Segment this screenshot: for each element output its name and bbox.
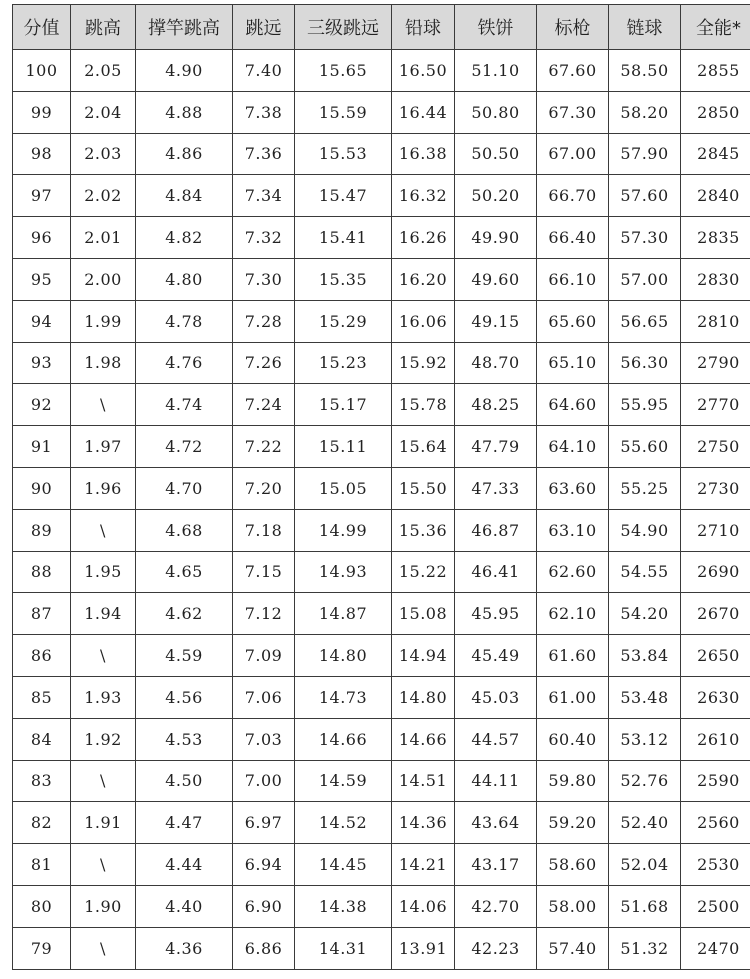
cell-pole-vault: 4.74 [136,384,233,426]
cell-triple-jump: 14.38 [295,885,392,927]
cell-all-around: 2500 [681,885,750,927]
cell-score: 98 [13,133,71,175]
cell-high-jump: 1.95 [71,551,136,593]
cell-discus: 43.17 [455,844,537,886]
cell-discus: 44.11 [455,760,537,802]
cell-triple-jump: 14.59 [295,760,392,802]
cell-hammer: 56.30 [609,342,681,384]
cell-shot-put: 16.50 [392,50,455,92]
cell-score: 93 [13,342,71,384]
cell-hammer: 58.50 [609,50,681,92]
cell-long-jump: 6.97 [233,802,295,844]
cell-javelin: 66.10 [537,258,609,300]
cell-all-around: 2630 [681,676,750,718]
cell-shot-put: 14.06 [392,885,455,927]
cell-hammer: 54.20 [609,593,681,635]
cell-high-jump: \ [71,844,136,886]
table-row [13,384,750,426]
cell-score: 85 [13,676,71,718]
cell-long-jump: 6.90 [233,885,295,927]
cell-hammer: 54.90 [609,509,681,551]
cell-discus: 42.70 [455,885,537,927]
cell-triple-jump: 14.52 [295,802,392,844]
cell-pole-vault: 4.40 [136,885,233,927]
cell-javelin: 66.40 [537,217,609,259]
cell-javelin: 63.10 [537,509,609,551]
cell-all-around: 2670 [681,593,750,635]
cell-long-jump: 7.24 [233,384,295,426]
cell-score: 83 [13,760,71,802]
table-row [13,551,750,593]
cell-shot-put: 15.50 [392,467,455,509]
cell-pole-vault: 4.65 [136,551,233,593]
cell-discus: 50.80 [455,91,537,133]
cell-pole-vault: 4.86 [136,133,233,175]
cell-long-jump: 7.36 [233,133,295,175]
cell-hammer: 54.55 [609,551,681,593]
cell-javelin: 67.30 [537,91,609,133]
column-header-hammer: 链球 [609,5,681,50]
cell-shot-put: 14.94 [392,635,455,677]
cell-javelin: 58.00 [537,885,609,927]
column-header-high-jump: 跳高 [71,5,136,50]
cell-javelin: 65.10 [537,342,609,384]
cell-score: 91 [13,426,71,468]
table-row [13,844,750,886]
cell-all-around: 2650 [681,635,750,677]
cell-long-jump: 7.06 [233,676,295,718]
cell-javelin: 63.60 [537,467,609,509]
cell-score: 87 [13,593,71,635]
cell-javelin: 67.60 [537,50,609,92]
score-table [12,4,750,970]
cell-shot-put: 14.36 [392,802,455,844]
cell-score: 96 [13,217,71,259]
cell-discus: 47.33 [455,467,537,509]
table-row [13,175,750,217]
table-row [13,593,750,635]
column-header-triple-jump: 三级跳远 [295,5,392,50]
cell-score: 80 [13,885,71,927]
cell-score: 95 [13,258,71,300]
cell-score: 81 [13,844,71,886]
cell-shot-put: 15.92 [392,342,455,384]
cell-long-jump: 7.20 [233,467,295,509]
cell-shot-put: 15.64 [392,426,455,468]
cell-hammer: 51.32 [609,927,681,969]
cell-shot-put: 14.80 [392,676,455,718]
cell-javelin: 60.40 [537,718,609,760]
cell-long-jump: 7.00 [233,760,295,802]
cell-triple-jump: 15.41 [295,217,392,259]
cell-javelin: 62.10 [537,593,609,635]
cell-triple-jump: 15.11 [295,426,392,468]
cell-triple-jump: 15.05 [295,467,392,509]
cell-score: 97 [13,175,71,217]
cell-triple-jump: 15.53 [295,133,392,175]
table-row [13,217,750,259]
cell-long-jump: 7.28 [233,300,295,342]
cell-long-jump: 7.12 [233,593,295,635]
cell-all-around: 2850 [681,91,750,133]
cell-long-jump: 6.86 [233,927,295,969]
cell-javelin: 67.00 [537,133,609,175]
cell-all-around: 2840 [681,175,750,217]
cell-shot-put: 16.44 [392,91,455,133]
cell-shot-put: 16.20 [392,258,455,300]
cell-long-jump: 7.09 [233,635,295,677]
cell-triple-jump: 15.17 [295,384,392,426]
cell-discus: 50.20 [455,175,537,217]
cell-javelin: 62.60 [537,551,609,593]
cell-javelin: 66.70 [537,175,609,217]
cell-score: 82 [13,802,71,844]
cell-pole-vault: 4.80 [136,258,233,300]
cell-discus: 42.23 [455,927,537,969]
cell-high-jump: 1.91 [71,802,136,844]
table-row [13,635,750,677]
cell-hammer: 58.20 [609,91,681,133]
cell-javelin: 64.60 [537,384,609,426]
cell-high-jump: 2.03 [71,133,136,175]
cell-hammer: 52.04 [609,844,681,886]
cell-high-jump: 1.97 [71,426,136,468]
cell-all-around: 2810 [681,300,750,342]
cell-javelin: 61.60 [537,635,609,677]
cell-javelin: 64.10 [537,426,609,468]
cell-javelin: 65.60 [537,300,609,342]
cell-score: 86 [13,635,71,677]
cell-all-around: 2470 [681,927,750,969]
cell-shot-put: 14.66 [392,718,455,760]
cell-hammer: 57.90 [609,133,681,175]
cell-high-jump: 1.92 [71,718,136,760]
cell-all-around: 2590 [681,760,750,802]
cell-score: 94 [13,300,71,342]
cell-high-jump: 1.93 [71,676,136,718]
cell-pole-vault: 4.88 [136,91,233,133]
cell-triple-jump: 14.87 [295,593,392,635]
cell-high-jump: \ [71,635,136,677]
cell-pole-vault: 4.44 [136,844,233,886]
cell-high-jump: 2.00 [71,258,136,300]
cell-long-jump: 7.38 [233,91,295,133]
cell-discus: 44.57 [455,718,537,760]
cell-discus: 46.87 [455,509,537,551]
cell-pole-vault: 4.36 [136,927,233,969]
cell-score: 100 [13,50,71,92]
cell-discus: 49.60 [455,258,537,300]
cell-high-jump: 1.96 [71,467,136,509]
cell-all-around: 2690 [681,551,750,593]
cell-shot-put: 15.22 [392,551,455,593]
cell-hammer: 53.12 [609,718,681,760]
cell-triple-jump: 15.35 [295,258,392,300]
cell-all-around: 2845 [681,133,750,175]
cell-triple-jump: 14.73 [295,676,392,718]
cell-shot-put: 15.36 [392,509,455,551]
cell-discus: 49.15 [455,300,537,342]
cell-score: 79 [13,927,71,969]
cell-pole-vault: 4.76 [136,342,233,384]
cell-hammer: 53.84 [609,635,681,677]
table-row [13,802,750,844]
cell-discus: 45.95 [455,593,537,635]
cell-triple-jump: 14.31 [295,927,392,969]
table-row [13,467,750,509]
table-row [13,91,750,133]
cell-discus: 45.49 [455,635,537,677]
cell-javelin: 59.80 [537,760,609,802]
cell-triple-jump: 15.29 [295,300,392,342]
cell-hammer: 55.60 [609,426,681,468]
cell-javelin: 59.20 [537,802,609,844]
table-row [13,760,750,802]
cell-triple-jump: 14.66 [295,718,392,760]
cell-all-around: 2610 [681,718,750,760]
table-row [13,676,750,718]
cell-hammer: 56.65 [609,300,681,342]
table-row [13,718,750,760]
column-header-all-around: 全能* [681,5,750,50]
cell-discus: 43.64 [455,802,537,844]
column-header-discus: 铁饼 [455,5,537,50]
cell-hammer: 51.68 [609,885,681,927]
cell-javelin: 57.40 [537,927,609,969]
table-header [13,5,750,50]
table-row [13,342,750,384]
cell-triple-jump: 15.47 [295,175,392,217]
table-row [13,300,750,342]
cell-long-jump: 7.40 [233,50,295,92]
column-header-pole-vault: 撑竿跳高 [136,5,233,50]
cell-triple-jump: 14.80 [295,635,392,677]
table-row [13,133,750,175]
cell-all-around: 2830 [681,258,750,300]
cell-shot-put: 16.38 [392,133,455,175]
cell-high-jump: 1.90 [71,885,136,927]
cell-high-jump: 1.94 [71,593,136,635]
cell-all-around: 2560 [681,802,750,844]
cell-discus: 46.41 [455,551,537,593]
cell-shot-put: 15.08 [392,593,455,635]
cell-hammer: 57.00 [609,258,681,300]
cell-long-jump: 7.26 [233,342,295,384]
cell-all-around: 2710 [681,509,750,551]
cell-long-jump: 7.03 [233,718,295,760]
cell-long-jump: 6.94 [233,844,295,886]
cell-high-jump: \ [71,927,136,969]
cell-shot-put: 14.21 [392,844,455,886]
cell-shot-put: 16.06 [392,300,455,342]
cell-long-jump: 7.30 [233,258,295,300]
cell-score: 88 [13,551,71,593]
cell-discus: 48.25 [455,384,537,426]
cell-hammer: 53.48 [609,676,681,718]
table-row [13,426,750,468]
cell-pole-vault: 4.62 [136,593,233,635]
cell-shot-put: 13.91 [392,927,455,969]
cell-hammer: 52.76 [609,760,681,802]
cell-hammer: 57.60 [609,175,681,217]
cell-javelin: 61.00 [537,676,609,718]
cell-high-jump: 1.99 [71,300,136,342]
cell-high-jump: 2.01 [71,217,136,259]
cell-discus: 48.70 [455,342,537,384]
table-body [13,50,750,970]
header-row [13,5,750,50]
cell-shot-put: 14.51 [392,760,455,802]
cell-high-jump: \ [71,384,136,426]
cell-score: 89 [13,509,71,551]
cell-long-jump: 7.18 [233,509,295,551]
cell-pole-vault: 4.82 [136,217,233,259]
cell-all-around: 2770 [681,384,750,426]
column-header-long-jump: 跳远 [233,5,295,50]
cell-triple-jump: 15.59 [295,91,392,133]
cell-all-around: 2835 [681,217,750,259]
cell-high-jump: 2.02 [71,175,136,217]
cell-all-around: 2730 [681,467,750,509]
cell-hammer: 55.25 [609,467,681,509]
cell-pole-vault: 4.47 [136,802,233,844]
cell-long-jump: 7.32 [233,217,295,259]
cell-shot-put: 15.78 [392,384,455,426]
cell-long-jump: 7.22 [233,426,295,468]
cell-pole-vault: 4.53 [136,718,233,760]
cell-triple-jump: 15.23 [295,342,392,384]
cell-discus: 50.50 [455,133,537,175]
table-row [13,258,750,300]
column-header-javelin: 标枪 [537,5,609,50]
cell-triple-jump: 15.65 [295,50,392,92]
cell-pole-vault: 4.78 [136,300,233,342]
cell-high-jump: \ [71,760,136,802]
cell-long-jump: 7.34 [233,175,295,217]
cell-score: 99 [13,91,71,133]
cell-score: 90 [13,467,71,509]
cell-pole-vault: 4.90 [136,50,233,92]
table-row [13,927,750,969]
cell-triple-jump: 14.93 [295,551,392,593]
cell-high-jump: 2.05 [71,50,136,92]
cell-pole-vault: 4.59 [136,635,233,677]
cell-shot-put: 16.32 [392,175,455,217]
cell-pole-vault: 4.50 [136,760,233,802]
cell-long-jump: 7.15 [233,551,295,593]
cell-shot-put: 16.26 [392,217,455,259]
cell-discus: 47.79 [455,426,537,468]
cell-score: 84 [13,718,71,760]
cell-pole-vault: 4.84 [136,175,233,217]
cell-pole-vault: 4.72 [136,426,233,468]
column-header-shot-put: 铅球 [392,5,455,50]
cell-all-around: 2790 [681,342,750,384]
cell-all-around: 2530 [681,844,750,886]
cell-high-jump: 2.04 [71,91,136,133]
cell-all-around: 2855 [681,50,750,92]
column-header-score: 分值 [13,5,71,50]
cell-pole-vault: 4.70 [136,467,233,509]
cell-high-jump: 1.98 [71,342,136,384]
table-row [13,50,750,92]
cell-pole-vault: 4.68 [136,509,233,551]
cell-hammer: 55.95 [609,384,681,426]
cell-discus: 49.90 [455,217,537,259]
cell-pole-vault: 4.56 [136,676,233,718]
cell-discus: 51.10 [455,50,537,92]
table-row [13,885,750,927]
cell-javelin: 58.60 [537,844,609,886]
table-row [13,509,750,551]
cell-high-jump: \ [71,509,136,551]
cell-score: 92 [13,384,71,426]
cell-hammer: 57.30 [609,217,681,259]
cell-all-around: 2750 [681,426,750,468]
cell-triple-jump: 14.45 [295,844,392,886]
cell-discus: 45.03 [455,676,537,718]
cell-hammer: 52.40 [609,802,681,844]
cell-triple-jump: 14.99 [295,509,392,551]
